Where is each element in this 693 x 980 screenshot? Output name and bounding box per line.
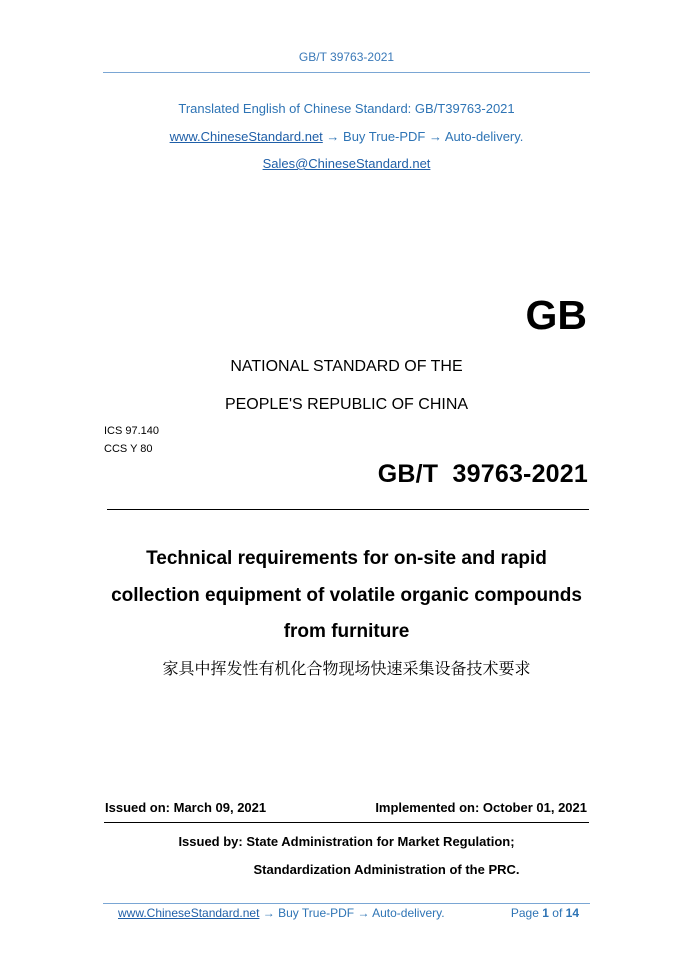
implemented-date: Implemented on: October 01, 2021	[375, 800, 587, 815]
issued-date: Issued on: March 09, 2021	[105, 800, 267, 815]
gb-mark: GB	[525, 292, 587, 338]
dates-rule	[104, 822, 589, 823]
footer-divider	[103, 903, 590, 904]
header-standard-code: GB/T 39763-2021	[298, 50, 395, 64]
national-standard-line2: PEOPLE'S REPUBLIC OF CHINA	[224, 396, 469, 413]
header-divider	[103, 72, 590, 73]
page-indicator	[511, 906, 579, 920]
page-number: 1	[542, 906, 549, 920]
footer-purchase-line	[118, 906, 445, 920]
page-label: Page	[510, 906, 539, 920]
title-line3: from furniture	[283, 621, 410, 642]
title-line1: Technical requirements for on-site and rapid	[146, 548, 547, 569]
national-standard-line1: NATIONAL STANDARD OF THE	[230, 358, 463, 375]
ccs-code: CCS Y 80	[104, 443, 153, 455]
title-line2: collection equipment of volatile organic compounds	[111, 585, 582, 606]
translation-notice: Translated English of Chinese Standard: GB/T39763-2021	[178, 101, 515, 116]
of-label: of	[552, 906, 563, 920]
purchase-line	[0, 129, 693, 144]
site-link[interactable]: www.ChineseStandard.net	[169, 129, 323, 144]
issued-by-line2: Standardization Administration of the PRC.	[253, 862, 520, 877]
standard-number: GB/T 39763-2021	[377, 460, 588, 488]
ics-code: ICS 97.140	[104, 425, 160, 437]
email-link[interactable]: Sales@ChineseStandard.net	[262, 156, 431, 171]
title-top-rule	[107, 509, 589, 510]
purchase-text: → Buy True-PDF → Auto-delivery.	[322, 129, 524, 144]
page-total: 14	[565, 906, 579, 920]
footer-site-link[interactable]: www.ChineseStandard.net	[118, 906, 260, 920]
footer-purchase-text: → Buy True-PDF → Auto-delivery.	[259, 906, 445, 920]
chinese-title: 家具中挥发性有机化合物现场快速采集设备技术要求	[162, 659, 531, 678]
email-line	[0, 156, 693, 171]
issued-by-line1: Issued by: State Administration for Market Regulation;	[178, 834, 515, 849]
